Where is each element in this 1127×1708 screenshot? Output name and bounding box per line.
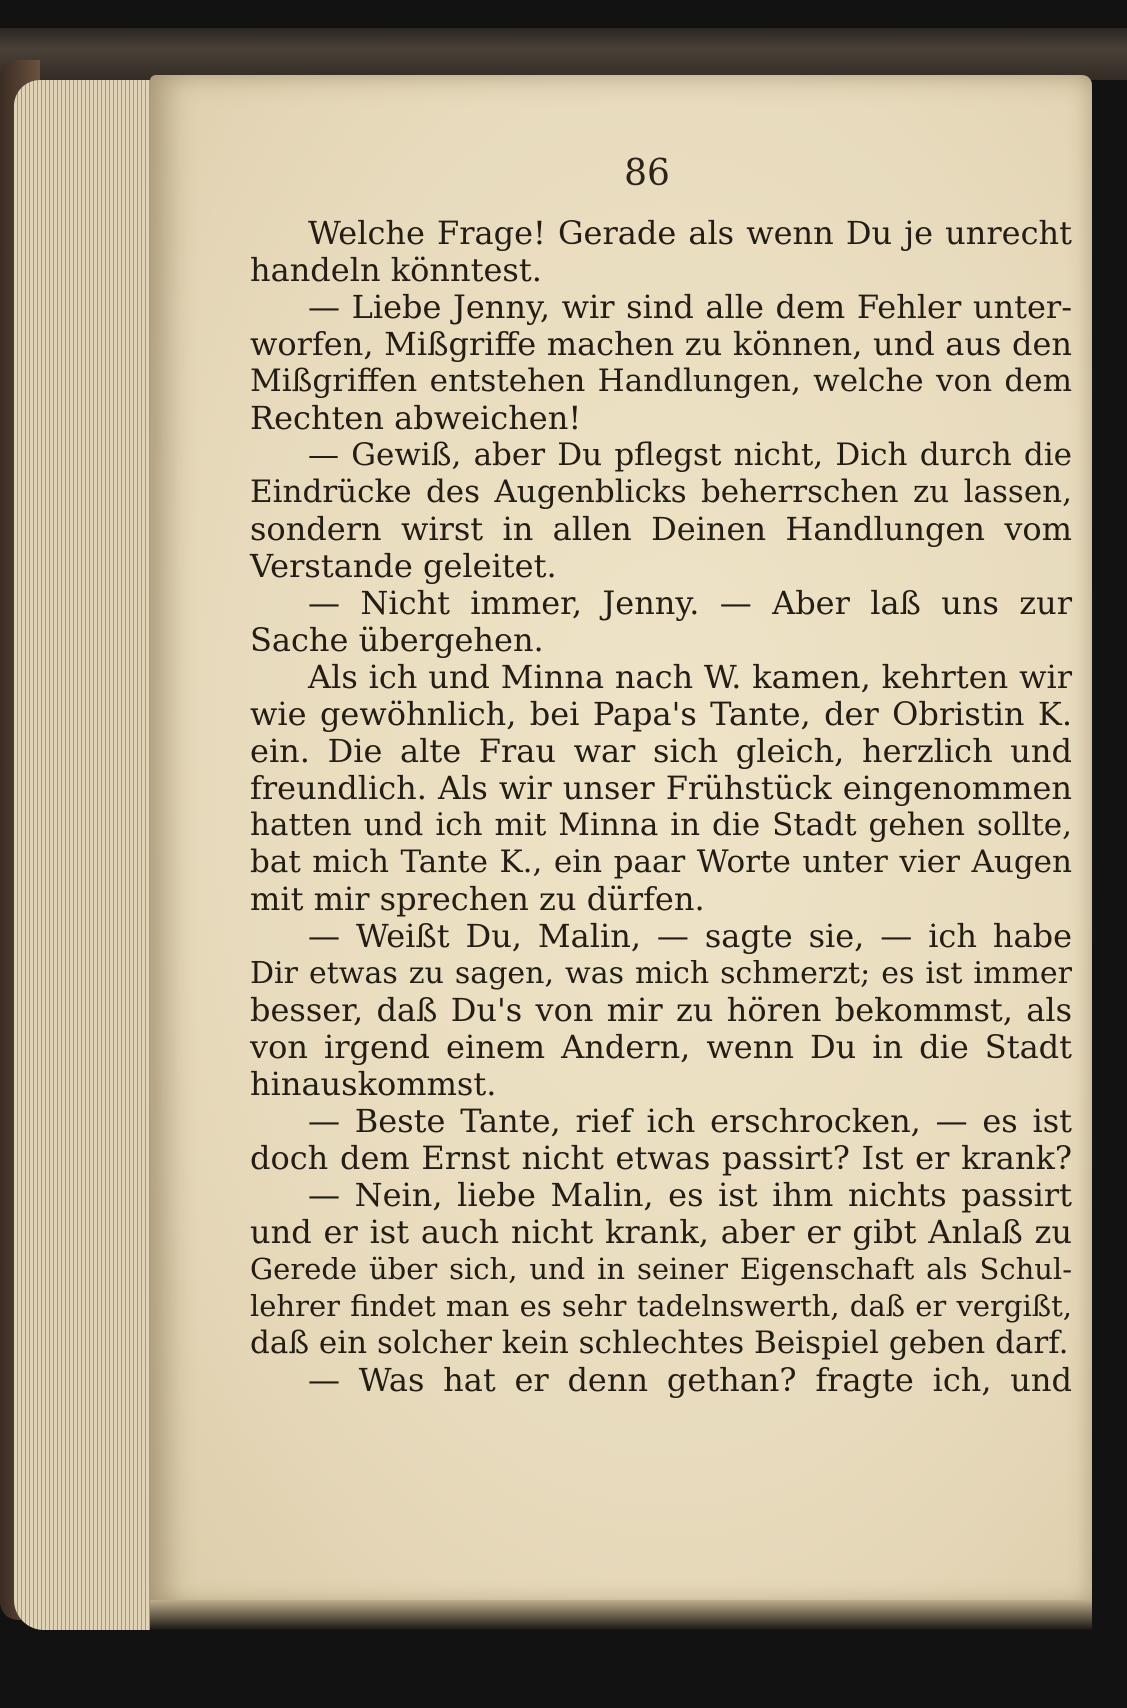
text-line: und er ist auch nicht krank, aber er gibt Anlaß zu [250,1213,1072,1251]
text-line: hinauskommst. [250,1065,497,1103]
text-line: — Liebe Jenny, wir sind alle dem Fehler unter- [308,288,1072,326]
text-line: — Nein, liebe Malin, es ist ihm nichts passirt [308,1176,1072,1214]
text-line: sondern wirst in allen Deinen Handlungen vom [250,510,1072,548]
text-line: Mißgriffen entstehen Handlungen, welche von dem [250,363,1072,399]
text-line: freundlich. Als wir unser Frühstück eingenommen [250,769,1072,807]
text-line: von irgend einem Andern, wenn Du in die Stadt [250,1028,1072,1066]
text-line: — Beste Tante, rief ich erschrocken, — es ist [308,1102,1072,1140]
book-bottom-edge [150,1600,1092,1630]
text-line: Sache übergehen. [250,621,544,659]
page-text [250,215,1072,1399]
text-line: handeln könntest. [250,251,542,289]
text-line: — Weißt Du, Malin, — sagte sie, — ich habe [308,917,1072,955]
text-line: Verstande geleitet. [250,547,557,585]
text-line: — Gewiß, aber Du pflegst nicht, Dich durch die [308,437,1072,473]
text-line: doch dem Ernst nicht etwas passirt? Ist er krank? [250,1139,1072,1177]
text-line: — Nicht immer, Jenny. — Aber laß uns zur [308,584,1072,622]
text-line: Welche Frage! Gerade als wenn Du je unrecht [308,214,1072,252]
text-line: worfen, Mißgriffe machen zu können, und aus den [250,325,1072,363]
text-line: — Was hat er denn gethan? fragte ich, und [308,1361,1072,1399]
text-line: Eindrücke des Augenblicks beherrschen zu lassen, [250,474,1072,510]
text-line: mit mir sprechen zu dürfen. [250,880,705,918]
text-line: Dir etwas zu sagen, was mich schmerzt; es ist immer [250,956,1072,991]
page-number: 86 [624,153,670,194]
text-line: besser, daß Du's von mir zu hören bekommst, als [250,991,1072,1029]
text-line: ein. Die alte Frau war sich gleich, herzlich und [250,732,1072,770]
text-line: wie gewöhnlich, bei Papa's Tante, der Obristin K. [250,695,1072,733]
text-line: Rechten abweichen! [250,399,582,437]
text-line: hatten und ich mit Minna in die Stadt gehen sollte, [250,807,1072,843]
text-line: Gerede über sich, und in seiner Eigenschaft als Schul- [250,1252,1072,1286]
text-line: bat mich Tante K., ein paar Worte unter vier Augen [250,844,1072,880]
text-line: Als ich und Minna nach W. kamen, kehrten wir [308,658,1072,696]
book-cover-top [0,28,1127,80]
text-line: lehrer findet man es sehr tadelnswerth, daß er vergißt, [250,1289,1072,1323]
book-page [150,75,1092,1610]
text-line: daß ein solcher kein schlechtes Beispiel geben darf. [250,1325,1069,1361]
